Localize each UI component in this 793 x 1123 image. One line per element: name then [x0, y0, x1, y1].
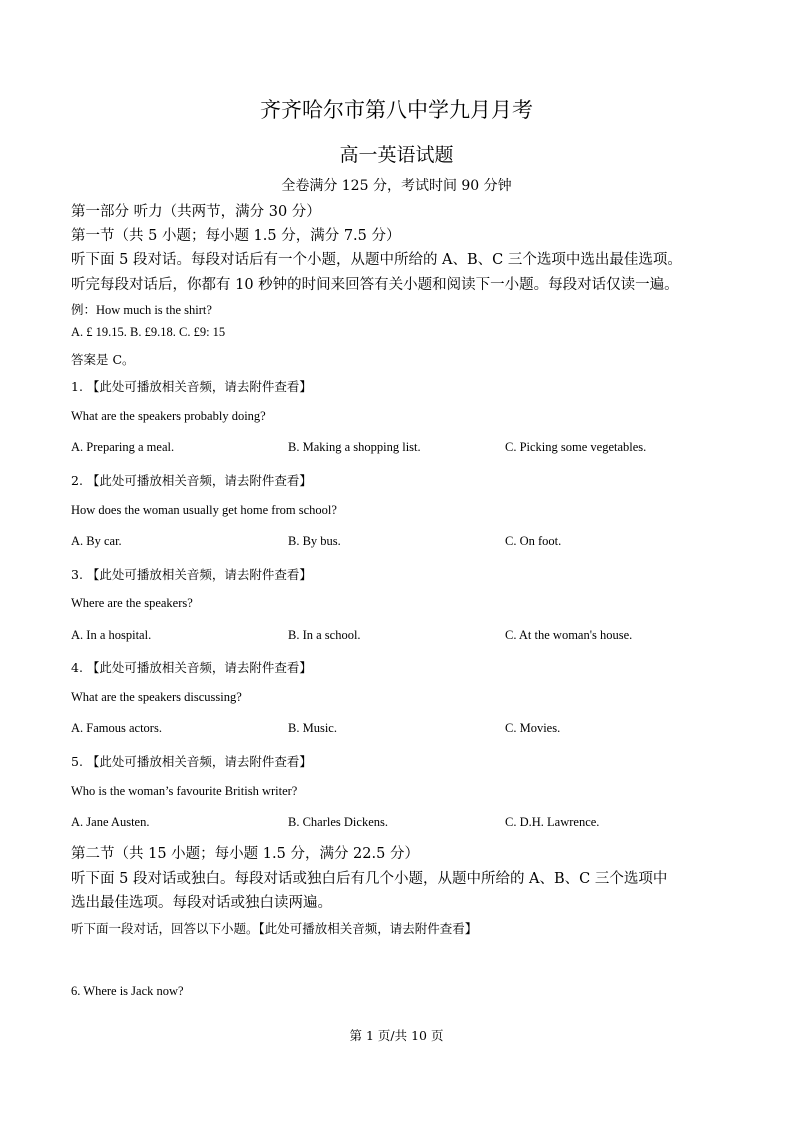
- part1-heading: 第一部分 听力（共两节，满分 30 分）: [71, 204, 321, 220]
- question-4-option-c: C. Movies.: [505, 721, 561, 735]
- question-3-option-a: A. In a hospital.: [71, 628, 152, 642]
- question-5-text: Who is the woman’s favourite British writer?: [71, 784, 298, 798]
- page-number: 第 1 页/共 10 页: [349, 1028, 444, 1043]
- question-1-option-a: A. Preparing a meal.: [71, 440, 175, 454]
- question-5-option-c: C. D.H. Lawrence.: [505, 815, 600, 829]
- question-2-option-a: A. By car.: [71, 534, 122, 548]
- section2-instructions-line1: 听下面 5 段对话或独白。每段对话或独白后有几个小题，从题中所给的 A、B、C 三个选项中: [71, 871, 668, 887]
- example-options: A. £ 19.15. B. £9.18. C. £9: 15: [71, 325, 226, 339]
- example-question: 例：How much is the shirt?: [71, 303, 212, 317]
- section1-instructions-line1: 听下面 5 段对话。每段对话后有一个小题，从题中所给的 A、B、C 三个选项中选出最佳选项。: [71, 252, 682, 268]
- question-3-text: Where are the speakers?: [71, 596, 193, 610]
- question-4-option-a: A. Famous actors.: [71, 721, 162, 735]
- question-2-option-b: B. By bus.: [288, 534, 341, 548]
- example-answer: 答案是 C。: [71, 352, 135, 367]
- question-2-text: How does the woman usually get home from school?: [71, 503, 337, 517]
- section2-audio-note: 听下面一段对话，回答以下小题。【此处可播放相关音频，请去附件查看】: [71, 921, 478, 936]
- question-5-option-b: B. Charles Dickens.: [288, 815, 388, 829]
- question-5-option-a: A. Jane Austen.: [71, 815, 150, 829]
- section1-instructions-line2: 听完每段对话后，你都有 10 秒钟的时间来回答有关小题和阅读下一小题。每段对话仅读一遍。: [71, 277, 679, 293]
- question-3-option-c: C. At the woman's house.: [505, 628, 633, 642]
- question-4-audio-note: 4. 【此处可播放相关音频，请去附件查看】: [71, 660, 312, 675]
- school-title: 齐齐哈尔市第八中学九月月考: [260, 98, 533, 122]
- question-1-option-c: C. Picking some vegetables.: [505, 440, 647, 454]
- question-1-text: What are the speakers probably doing?: [71, 409, 266, 423]
- section2-heading: 第二节（共 15 小题；每小题 1.5 分，满分 22.5 分）: [71, 846, 419, 862]
- exam-info: 全卷满分 125 分，考试时间 90 分钟: [281, 178, 512, 194]
- question-4-text: What are the speakers discussing?: [71, 690, 242, 704]
- exam-title: 高一英语试题: [339, 144, 454, 166]
- question-4-option-b: B. Music.: [288, 721, 337, 735]
- question-6-text: 6. Where is Jack now?: [71, 984, 184, 998]
- question-5-audio-note: 5. 【此处可播放相关音频，请去附件查看】: [71, 754, 312, 769]
- question-3-audio-note: 3. 【此处可播放相关音频，请去附件查看】: [71, 567, 312, 582]
- question-1-audio-note: 1. 【此处可播放相关音频，请去附件查看】: [71, 379, 312, 394]
- question-1-option-b: B. Making a shopping list.: [288, 440, 421, 454]
- question-2-option-c: C. On foot.: [505, 534, 562, 548]
- question-2-audio-note: 2. 【此处可播放相关音频，请去附件查看】: [71, 473, 312, 488]
- section2-instructions-line2: 选出最佳选项。每段对话或独白读两遍。: [71, 895, 332, 911]
- question-3-option-b: B. In a school.: [288, 628, 361, 642]
- section1-heading: 第一节（共 5 小题；每小题 1.5 分，满分 7.5 分）: [71, 228, 401, 244]
